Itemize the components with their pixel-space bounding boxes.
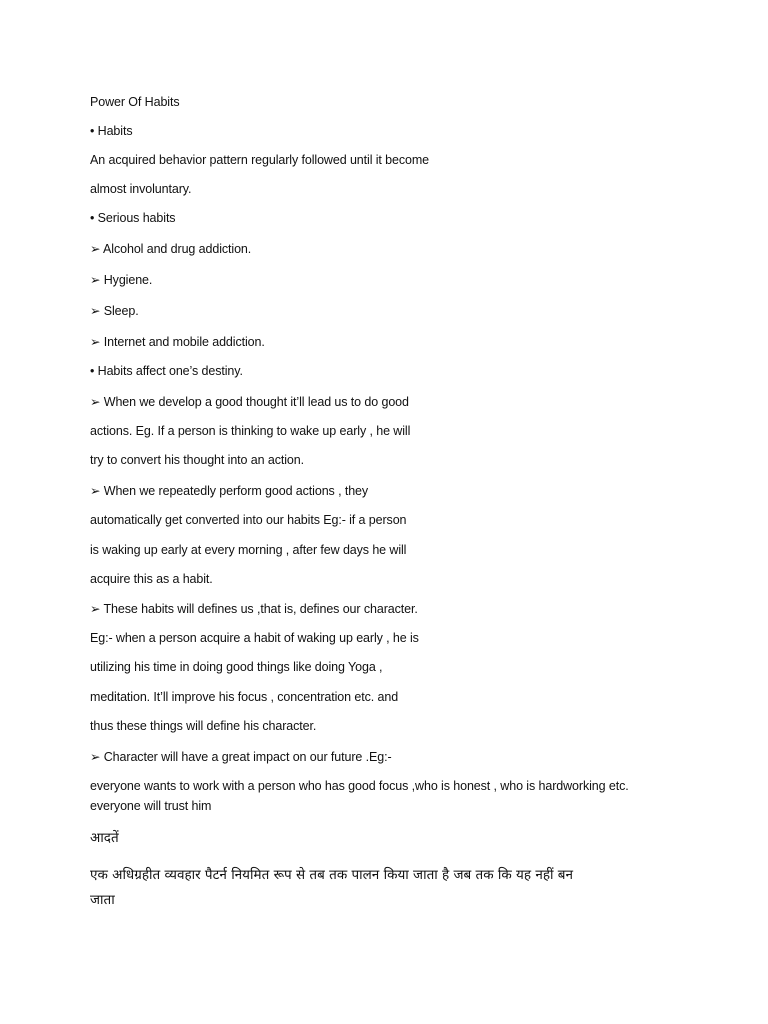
bullet-habits-destiny: • Habits affect one’s destiny. <box>90 364 243 378</box>
hindi-text-line: एक अधिग्रहीत व्यवहार पैटर्न नियमित रूप से तब तक पालन किया जाता है जब तक कि यह नहीं बन <box>90 867 573 883</box>
list-item: ➢ These habits will defines us ,that is, defines our character. <box>90 602 418 616</box>
text-line: acquire this as a habit. <box>90 572 213 586</box>
bullet-habits: • Habits <box>90 124 133 138</box>
list-item: ➢ Alcohol and drug addiction. <box>90 242 252 256</box>
text-line: utilizing his time in doing good things like doing Yoga , <box>90 660 383 674</box>
text-line: almost involuntary. <box>90 182 192 196</box>
text-line: try to convert his thought into an action. <box>90 453 304 467</box>
bullet-serious-habits: • Serious habits <box>90 211 176 225</box>
list-item: ➢ Sleep. <box>90 304 139 318</box>
text-line: meditation. It’ll improve his focus , concentration etc. and <box>90 690 399 704</box>
text-line: is waking up early at every morning , after few days he will <box>90 543 407 557</box>
text-line: everyone will trust him <box>90 799 212 813</box>
list-item: ➢ Character will have a great impact on our future .Eg:- <box>90 750 392 764</box>
list-item: ➢ When we repeatedly perform good actions , they <box>90 484 369 498</box>
hindi-heading: आदतें <box>90 830 119 846</box>
text-line: thus these things will define his character. <box>90 719 317 733</box>
hindi-text-line: जाता <box>90 892 115 908</box>
text-line: everyone wants to work with a person who has good focus ,who is honest , who is hardworking etc. <box>90 779 629 793</box>
document-title: Power Of Habits <box>90 95 180 109</box>
text-line: actions. Eg. If a person is thinking to wake up early , he will <box>90 424 411 438</box>
text-line: automatically get converted into our habits Eg:- if a person <box>90 513 407 527</box>
text-line: An acquired behavior pattern regularly followed until it become <box>90 153 430 167</box>
list-item: ➢ When we develop a good thought it’ll lead us to do good <box>90 395 409 409</box>
text-line: Eg:- when a person acquire a habit of waking up early , he is <box>90 631 419 645</box>
list-item: ➢ Hygiene. <box>90 273 153 287</box>
list-item: ➢ Internet and mobile addiction. <box>90 335 265 349</box>
